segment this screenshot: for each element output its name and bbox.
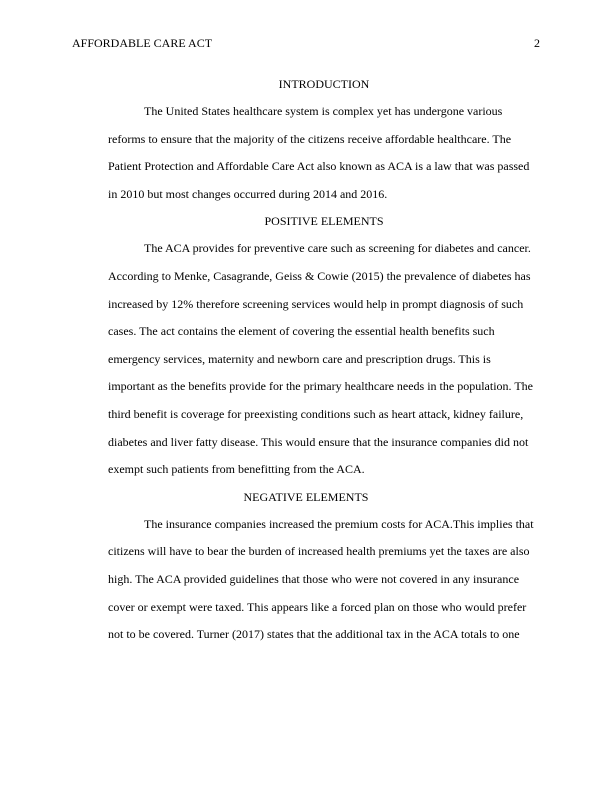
paragraph-line: cases. The act contains the element of covering the essential health benefits such xyxy=(108,324,495,339)
section-heading-negative-elements: NEGATIVE ELEMENTS xyxy=(243,489,369,504)
section-heading-introduction: INTRODUCTION xyxy=(278,77,370,91)
paragraph-line: exempt such patients from benefitting from the ACA. xyxy=(108,462,365,477)
paragraph-line: not to be covered. Turner (2017) states that the additional tax in the ACA totals to one xyxy=(108,627,520,642)
section-heading-positive-elements: POSITIVE ELEMENTS xyxy=(264,214,384,229)
paragraph-line: The ACA provides for preventive care such as screening for diabetes and cancer. xyxy=(144,241,531,256)
paragraph-line: According to Menke, Casagrande, Geiss & Cowie (2015) the prevalence of diabetes has xyxy=(108,268,531,283)
paragraph-line: The United States healthcare system is complex yet has undergone various xyxy=(144,104,503,118)
paragraph-line: citizens will have to bear the burden of increased health premiums yet the taxes are also xyxy=(108,544,530,559)
page-number: 2 xyxy=(534,36,540,50)
paragraph-line: Patient Protection and Affordable Care Act also known as ACA is a law that was passed xyxy=(108,159,530,174)
paragraph-line: reforms to ensure that the majority of the citizens receive affordable healthcare. The xyxy=(108,131,512,146)
document-body xyxy=(108,71,540,649)
paragraph-line: third benefit is coverage for preexisting conditions such as heart attack, kidney failure, xyxy=(108,406,524,421)
paragraph-line: in 2010 but most changes occurred during 2014 and 2016. xyxy=(108,186,388,201)
paragraph-line: emergency services, maternity and newborn care and prescription drugs. This is xyxy=(108,351,491,366)
paragraph-line: increased by 12% therefore screening services would help in prompt diagnosis of such xyxy=(108,296,524,311)
paragraph-line: diabetes and liver fatty disease. This would ensure that the insurance companies did not xyxy=(108,434,529,449)
paragraph-line: high. The ACA provided guidelines that those who were not covered in any insurance xyxy=(108,571,520,586)
paragraph-line: The insurance companies increased the premium costs for ACA.This implies that xyxy=(144,516,534,531)
running-head: AFFORDABLE CARE ACT xyxy=(72,36,213,50)
paragraph-line: important as the benefits provide for the primary healthcare needs in the population. The xyxy=(108,379,533,394)
paragraph-line: cover or exempt were taxed. This appears like a forced plan on those who would prefer xyxy=(108,599,527,614)
